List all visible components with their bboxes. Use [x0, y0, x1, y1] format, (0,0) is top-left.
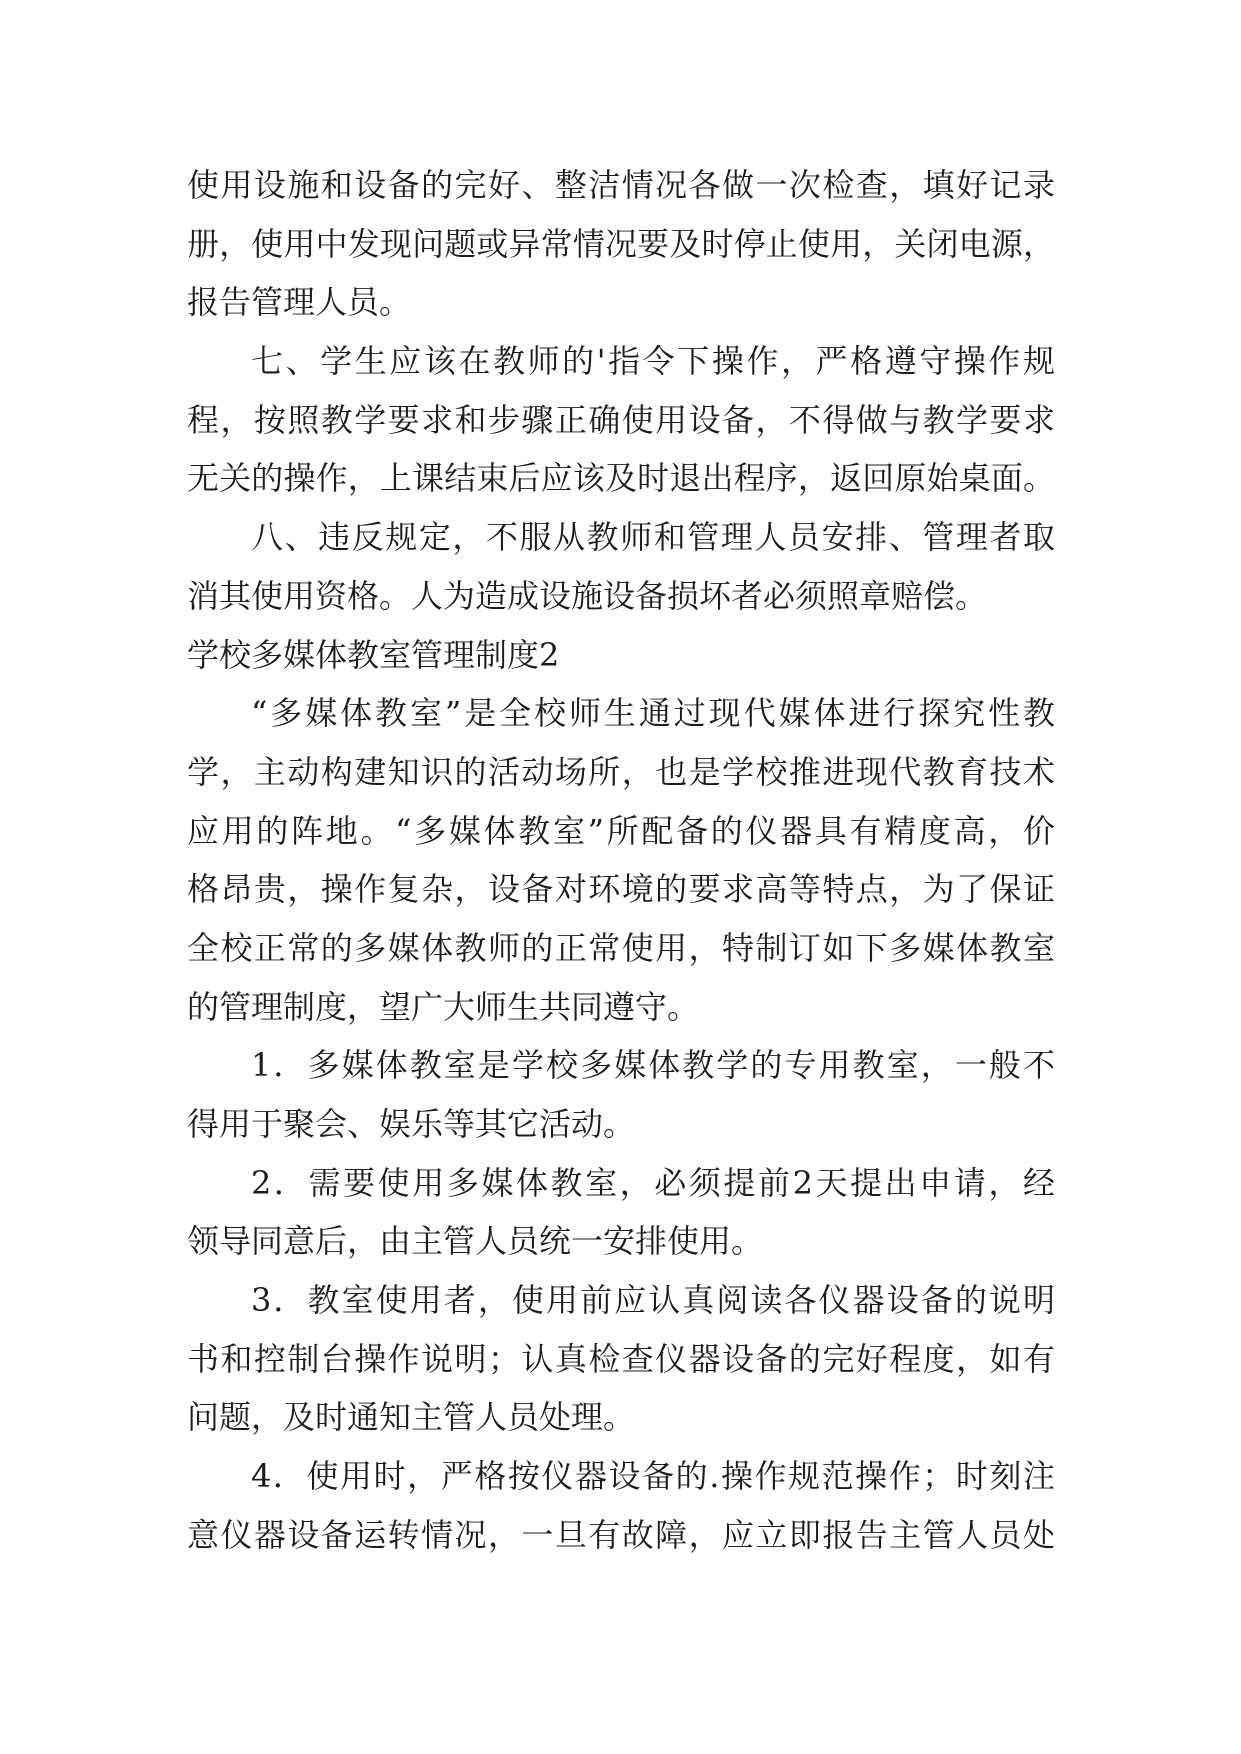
text-line: 全校正常的多媒体教师的正常使用，特制订如下多媒体教室 — [187, 928, 1055, 967]
text-line: 4．使用时，严格按仪器设备的.操作规范操作；时刻注 — [251, 1457, 1055, 1496]
list-item — [187, 1271, 1055, 1447]
text-line: 册，使用中发现问题或异常情况要及时停止使用，关闭电源， — [187, 224, 1055, 263]
text-line: 应用的阵地。“多媒体教室”所配备的仪器具有精度高，价 — [187, 811, 1055, 850]
text-line: 学，主动构建知识的活动场所，也是学校推进现代教育技术 — [187, 752, 1055, 791]
list-item — [187, 1036, 1055, 1153]
text-line: 书和控制台操作说明；认真检查仪器设备的完好程度，如有 — [187, 1339, 1055, 1378]
text-line: 2．需要使用多媒体教室，必须提前2天提出申请，经 — [251, 1163, 1055, 1202]
text-line: 1．多媒体教室是学校多媒体教学的专用教室，一般不 — [251, 1046, 1055, 1085]
paragraph — [187, 332, 1055, 508]
text-line: 消其使用资格。人为造成设施设备损坏者必须照章赔偿。 — [187, 576, 988, 615]
text-line: “多媒体教室”是全校师生通过现代媒体进行探究性教 — [251, 694, 1055, 733]
text-line: 问题，及时通知主管人员处理。 — [187, 1398, 636, 1437]
document-body — [187, 156, 1055, 1565]
text-line: 报告管理人员。 — [187, 283, 412, 322]
text-line: 领导同意后，由主管人员统一安排使用。 — [187, 1222, 764, 1261]
text-line: 使用设施和设备的完好、整洁情况各做一次检查，填好记录 — [187, 166, 1055, 204]
text-line: 的管理制度，望广大师生共同遵守。 — [187, 987, 700, 1026]
text-line: 无关的操作，上课结束后应该及时退出程序，返回原始桌面。 — [187, 459, 1055, 498]
paragraph — [187, 684, 1055, 1036]
text-line: 3．教室使用者，使用前应认真阅读各仪器设备的说明 — [251, 1281, 1055, 1320]
text-line: 七、学生应该在教师的'指令下操作，严格遵守操作规 — [251, 342, 1055, 381]
section-heading: 学校多媒体教室管理制度2 — [187, 635, 560, 674]
text-line: 八、违反规定，不服从教师和管理人员安排、管理者取 — [251, 518, 1055, 557]
text-line: 程，按照教学要求和步骤正确使用设备，不得做与教学要求 — [187, 400, 1055, 439]
paragraph — [187, 156, 1055, 332]
list-item — [187, 1154, 1055, 1271]
text-line: 得用于聚会、娱乐等其它活动。 — [187, 1105, 636, 1143]
text-line: 意仪器设备运转情况，一旦有故障，应立即报告主管人员处 — [187, 1515, 1055, 1554]
text-line: 格昂贵，操作复杂，设备对环境的要求高等特点，为了保证 — [187, 870, 1055, 909]
list-item — [187, 1447, 1055, 1564]
paragraph — [187, 508, 1055, 625]
